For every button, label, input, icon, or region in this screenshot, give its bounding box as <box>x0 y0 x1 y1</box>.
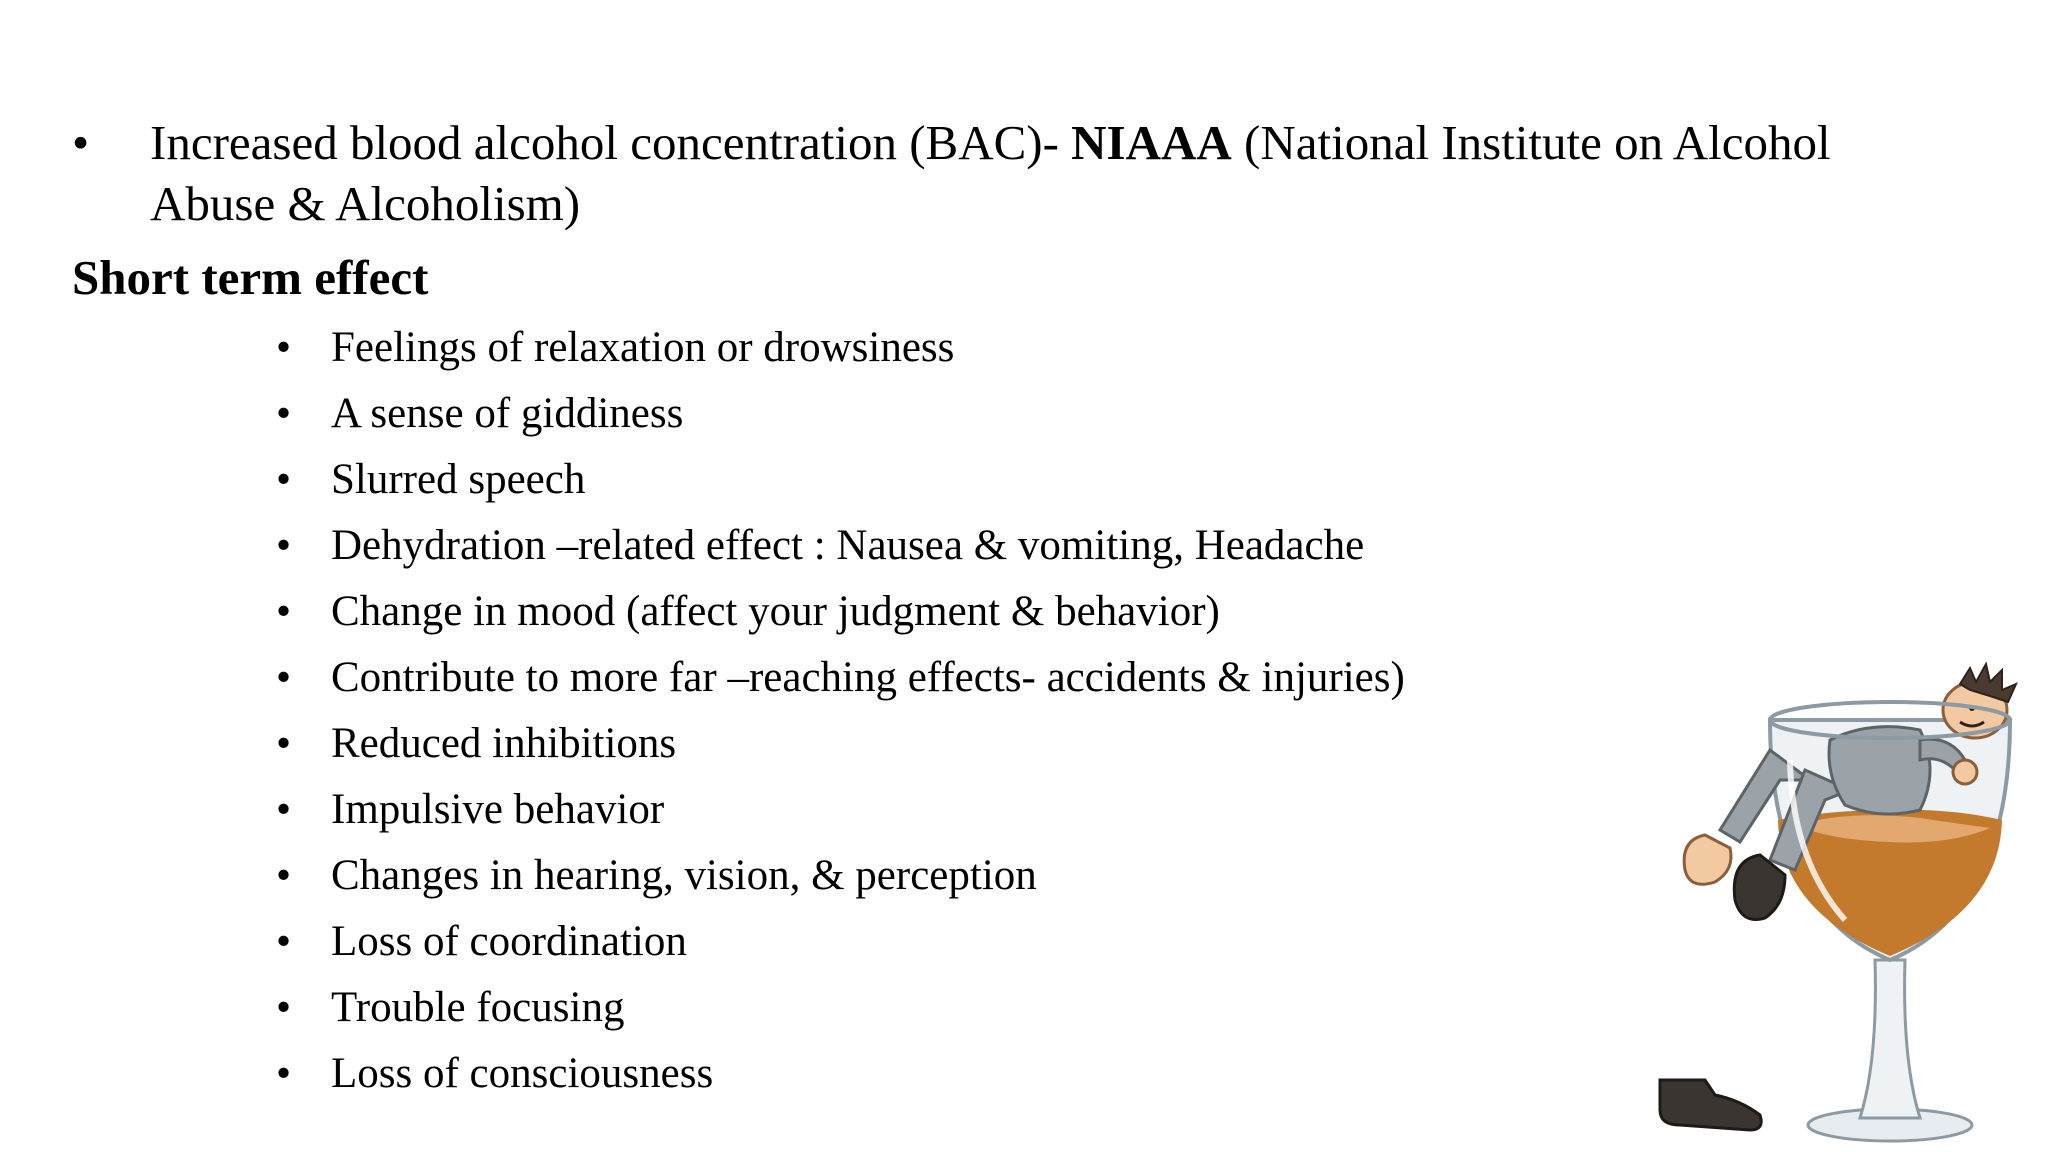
man-hand <box>1953 760 1977 784</box>
bullet: • <box>276 786 292 833</box>
man-foot-icon <box>1684 835 1731 884</box>
intro-text <box>150 112 1962 234</box>
list-item <box>276 650 1405 716</box>
list-item <box>276 1046 1405 1112</box>
intro-text-before: Increased blood alcohol concentration (BAC)- <box>150 115 1072 170</box>
bullet: • <box>276 588 292 635</box>
list-item-text: Change in mood (affect your judgment & behavior) <box>331 588 1220 635</box>
bullet: • <box>276 1050 292 1097</box>
intro-text-after: (National Institute on Alcohol Abuse & Alcoholism) <box>150 115 1831 231</box>
list-item-text: Loss of coordination <box>331 918 687 965</box>
list-item-text: Feelings of relaxation or drowsiness <box>331 324 955 371</box>
man-shoe-icon <box>1734 855 1785 920</box>
shoe-icon <box>1660 1080 1761 1130</box>
list-item-text: Reduced inhibitions <box>331 720 677 767</box>
list-item-text: Slurred speech <box>331 456 586 503</box>
glass-stem <box>1860 960 1920 1118</box>
list-item <box>276 386 1405 452</box>
list-item <box>276 452 1405 518</box>
bullet: • <box>276 918 292 965</box>
list-item <box>276 914 1405 980</box>
list-item-text: Dehydration –related effect : Nausea & vomiting, Headache <box>331 522 1365 569</box>
bullet: • <box>276 390 292 437</box>
bullet: • <box>276 324 292 371</box>
bullet: • <box>276 456 292 503</box>
bullet: • <box>276 852 292 899</box>
list-item-text: Trouble focusing <box>331 984 625 1031</box>
bullet: • <box>276 720 292 767</box>
list-item-text: Loss of consciousness <box>331 1050 714 1097</box>
list-item-text: Contribute to more far –reaching effects- accidents & injuries) <box>331 654 1405 701</box>
bullet: • <box>276 984 292 1031</box>
list-item <box>276 584 1405 650</box>
list-item-text: A sense of giddiness <box>331 390 684 437</box>
list-item-text: Changes in hearing, vision, & perception <box>331 852 1037 899</box>
list-item-text: Impulsive behavior <box>331 786 665 833</box>
list-item <box>276 782 1405 848</box>
effects-list <box>276 320 1405 1112</box>
list-item <box>276 980 1405 1046</box>
list-item <box>276 320 1405 386</box>
intro-bold-acronym: NIAAA <box>1071 115 1232 170</box>
list-item <box>276 716 1405 782</box>
man-in-wine-glass-clipart-icon <box>1620 660 2040 1150</box>
bullet: • <box>276 654 292 701</box>
intro-paragraph <box>72 112 1962 234</box>
section-heading: Short term effect <box>72 250 429 305</box>
list-item <box>276 518 1405 584</box>
bullet: • <box>72 115 90 170</box>
bullet: • <box>276 522 292 569</box>
list-item <box>276 848 1405 914</box>
